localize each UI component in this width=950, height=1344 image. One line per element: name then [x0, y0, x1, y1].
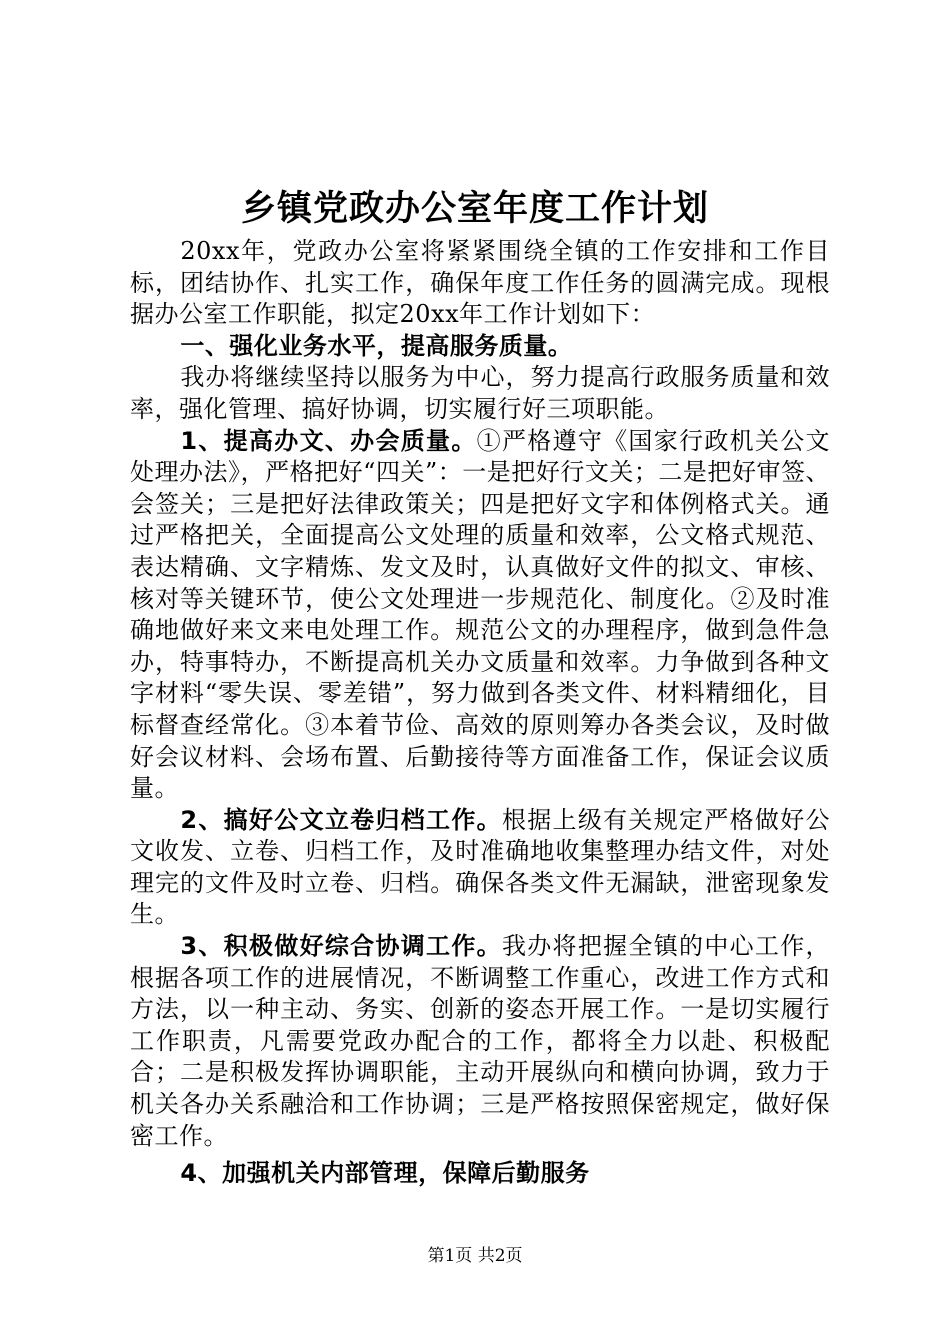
section-1-paragraph: 我办将继续坚持以服务为中心，努力提高行政服务质量和效率，强化管理、搞好协调，切实履行好三项职能。 — [130, 363, 830, 423]
item-2-lead: 2、搞好公文立卷归档工作。 — [180, 805, 502, 834]
intro-paragraph: 20xx年，党政办公室将紧紧围绕全镇的工作安排和工作目标，团结协作、扎实工作，确保年度工作任务的圆满完成。现根据办公室工作职能，拟定20xx年工作计划如下： — [130, 237, 830, 329]
page-footer: 第1页 共2页 — [427, 1246, 523, 1266]
item-1-lead: 1、提高办文、办会质量。 — [180, 426, 477, 455]
document-title: 乡镇党政办公室年度工作计划 — [240, 189, 709, 229]
item-1-paragraph — [130, 426, 830, 805]
item-2-paragraph — [130, 805, 830, 931]
section-1-heading: 一、强化业务水平，提高服务质量。 — [180, 331, 573, 360]
item-3-paragraph — [130, 931, 830, 1152]
document-body — [130, 236, 830, 1190]
item-4-heading: 4、加强机关内部管理，保障后勤服务 — [180, 1159, 590, 1188]
item-2-body: 根据上级有关规定严格做好公文收发、立卷、归档工作，及时准确地收集整理办结文件，对处理完的文件及时立卷、归档。确保各类文件无漏缺，泄密现象发生。 — [130, 805, 831, 929]
item-3-body: 我办将把握全镇的中心工作，根据各项工作的进展情况，不断调整工作重心，改进工作方式和方法，以一种主动、务实、创新的姿态开展工作。一是切实履行工作职责，凡需要党政办配合的工作，都将全力以赴、积极配合；二是积极发挥协调职能，主动开展纵向和横向协调，致力于机关各办关系融洽和工作协调；三是严格按照保密规定，做好保密工作。 — [130, 932, 831, 1150]
item-1-body: ①严格遵守《国家行政机关公文处理办法》，严格把好“四关”：一是把好行文关；二是把好审签、会签关；三是把好法律政策关；四是把好文字和体例格式关。通过严格把关，全面提高公文处理的质量和效率，公文格式规范、表达精确、文字精炼、发文及时，认真做好文件的拟文、审核、核对等关键环节，使公文处理进一步规范化、制度化。②及时准确地做好来文来电处理工作。规范公文的办理程序，做到急件急办，特事特办，不断提高机关办文质量和效率。力争做到各种文字材料“零失误、零差错”，努力做到各类文件、材料精细化，目标督查经常化。③本着节俭、高效的原则筹办各类会议，及时做好会议材料、会场布置、后勤接待等方面准备工作，保证会议质量。 — [130, 426, 831, 803]
item-3-lead: 3、积极做好综合协调工作。 — [180, 932, 502, 961]
